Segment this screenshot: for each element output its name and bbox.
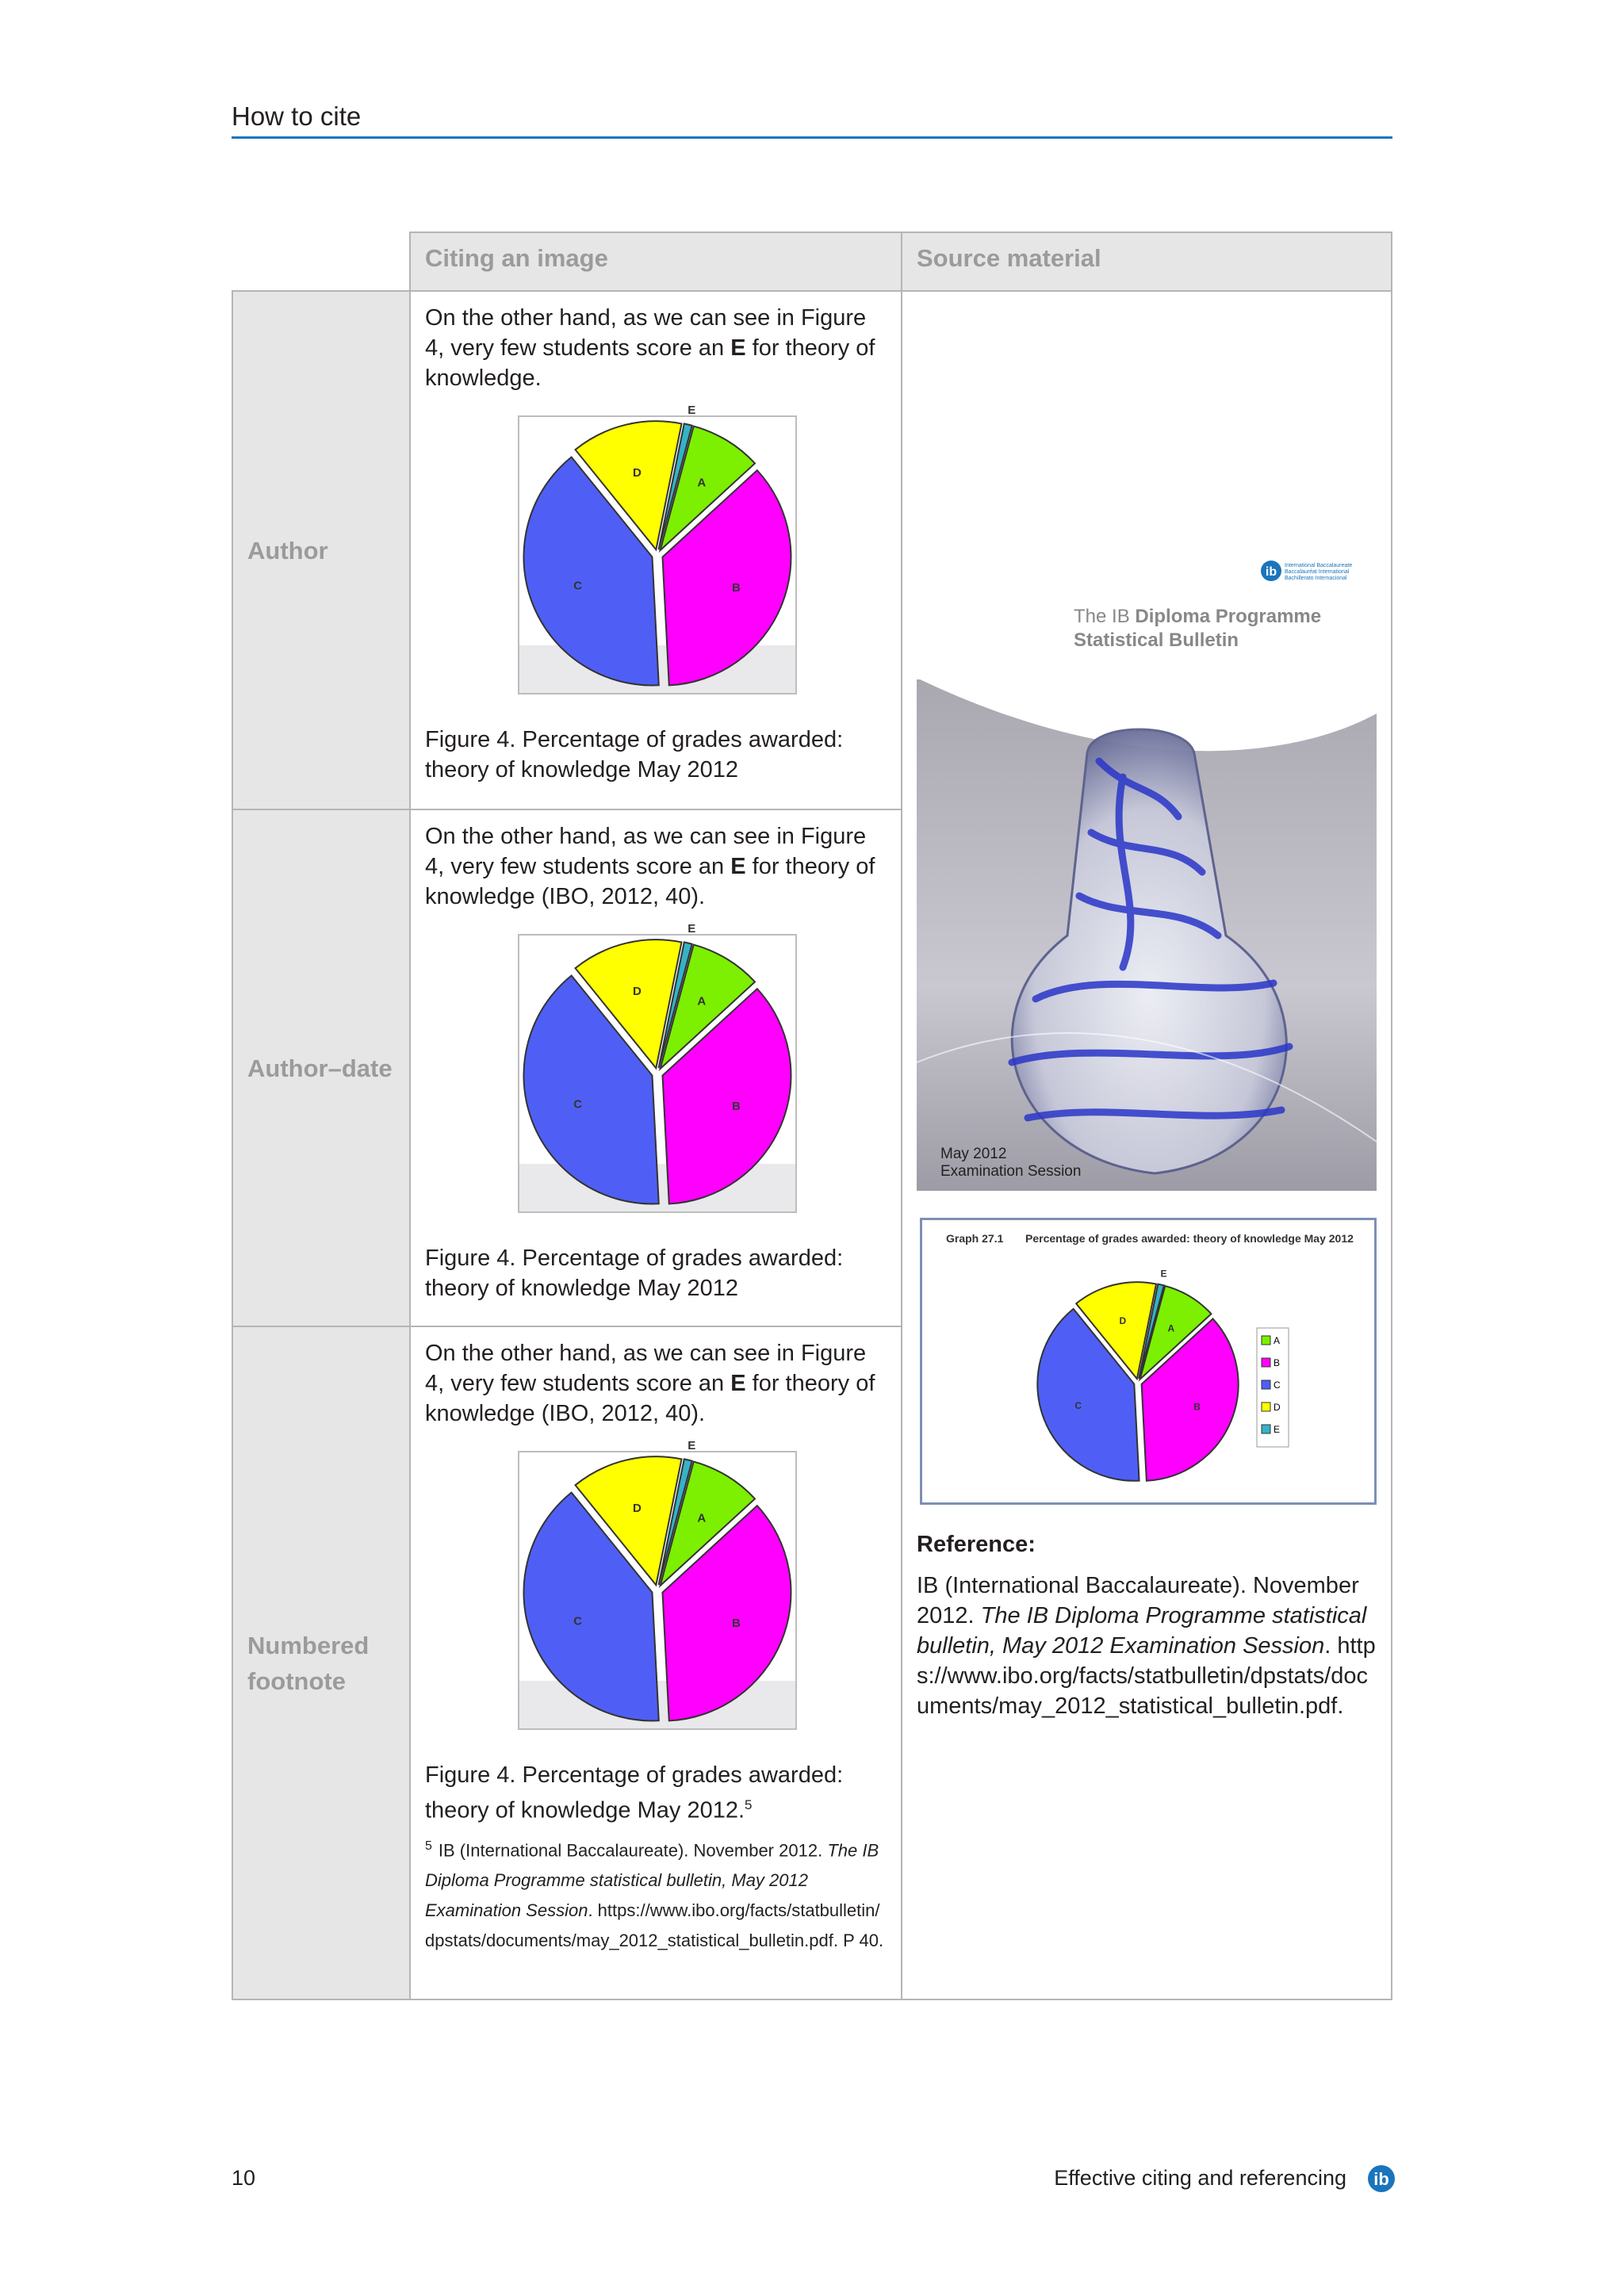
svg-text:Baccalauréat International: Baccalauréat International: [1285, 569, 1350, 575]
pie-label-A: A: [1167, 1322, 1175, 1334]
pie-label-E: E: [1160, 1268, 1167, 1280]
graph-label: Graph 27.1: [946, 1232, 1004, 1245]
citation-text: On the other hand, as we can see in Figure 4, very few students score an E for theory of knowledge (IBO, 2012, 40).: [425, 1341, 875, 1426]
pie-label-E: E: [688, 403, 696, 417]
row-label-author-date: Author–date: [232, 809, 411, 1327]
header-rule: [232, 136, 1392, 139]
svg-text:International Baccalaureate: International Baccalaureate: [1285, 563, 1353, 568]
pie-label-B: B: [1193, 1401, 1201, 1413]
cover-subtitle: Statistical Bulletin: [1074, 629, 1239, 651]
pie-label-B: B: [732, 580, 741, 595]
pie-label-C: C: [1074, 1400, 1082, 1412]
column-header-source: Source material: [901, 232, 1392, 292]
pie-label-E: E: [688, 1438, 696, 1452]
pie-label-D: D: [633, 465, 642, 480]
legend-swatch-E: [1262, 1425, 1270, 1433]
pie-label-A: A: [697, 476, 707, 490]
pie-label-A: A: [697, 994, 707, 1008]
figure-caption: Figure 4. Percentage of grades awarded: theory of knowledge May 2012: [425, 727, 844, 783]
citation-cell-author: [409, 290, 902, 810]
legend-swatch-D: [1262, 1402, 1270, 1411]
bulletin-cover-image: [917, 523, 1377, 1191]
graph-title: Percentage of grades awarded: theory of knowledge May 2012: [1025, 1232, 1354, 1245]
legend-label-A: A: [1274, 1335, 1281, 1346]
legend-label-B: B: [1274, 1357, 1281, 1368]
pie-label-A: A: [697, 1511, 707, 1525]
column-header-citing: Citing an image: [409, 232, 902, 292]
footer-title: Effective citing and referencing: [1054, 2166, 1346, 2190]
row-label-numbered-footnote: Numbered footnote: [232, 1326, 411, 2000]
pie-label-B: B: [732, 1099, 741, 1113]
reference-heading: Reference:: [917, 1532, 1036, 1557]
row-label-author: Author: [232, 290, 411, 810]
page-number: 10: [232, 2166, 256, 2190]
ib-logo-icon: [1365, 2163, 1397, 2195]
figure-caption: Figure 4. Percentage of grades awarded: theory of knowledge May 2012.$^5$: [425, 1762, 844, 1823]
pie-label-C: C: [573, 1614, 583, 1628]
pie-label-E: E: [688, 921, 696, 936]
legend-label-E: E: [1274, 1424, 1281, 1435]
svg-text:ib: ib: [1373, 2169, 1389, 2189]
citation-text: On the other hand, as we can see in Figure 4, very few students score an E for theory of knowledge (IBO, 2012, 40).: [425, 824, 875, 909]
figure-4-pie: [518, 1438, 797, 1730]
pie-label-D: D: [633, 1501, 642, 1515]
source-legend: [1257, 1328, 1289, 1447]
source-pie: [1037, 1268, 1238, 1480]
footnote-marker: 5: [745, 1797, 753, 1812]
cover-session-line2: Examination Session: [940, 1163, 1082, 1180]
figure-4-pie: [518, 403, 797, 695]
citation-text: On the other hand, as we can see in Figure 4, very few students score an E for theory of knowledge.: [425, 305, 875, 391]
running-header: How to cite: [232, 101, 362, 131]
footnote: $^5$ IB (International Baccalaureate). November 2012. The IB Diploma Programme statistical bulletin, May 2012 Examination Session. https://www.ibo.org/facts/statbulletin/dpstats/documents/may_2012_statistical_bulletin.pdf. P 40.: [425, 1839, 884, 1951]
pie-label-C: C: [573, 1097, 583, 1112]
legend-swatch-A: [1262, 1336, 1270, 1345]
source-graph: [920, 1218, 1377, 1505]
cover-session-line1: May 2012: [940, 1146, 1007, 1162]
legend-label-C: C: [1274, 1380, 1281, 1391]
cover-title: The IB Diploma Programme: [1074, 606, 1322, 627]
figure-4-pie: [518, 921, 797, 1213]
pie-label-C: C: [573, 579, 583, 593]
pie-label-D: D: [1119, 1314, 1127, 1326]
citation-cell-numbered-footnote: [409, 1326, 902, 2000]
table-corner: [232, 232, 411, 292]
legend-label-D: D: [1274, 1402, 1281, 1413]
citation-cell-author-date: [409, 809, 902, 1327]
reference-text: IB (International Baccalaureate). November 2012. The IB Diploma Programme statistical bulletin, May 2012 Examination Session. https://www.ibo.org/facts/statbulletin/dpstats/documents/may_2012_statistical_bulletin.pdf.: [917, 1573, 1376, 1719]
svg-text:Bachillerato Internacional: Bachillerato Internacional: [1285, 576, 1347, 581]
pie-label-B: B: [732, 1616, 741, 1630]
pie-label-D: D: [633, 984, 642, 998]
legend-swatch-C: [1262, 1380, 1270, 1389]
figure-caption: Figure 4. Percentage of grades awarded: theory of knowledge May 2012: [425, 1246, 844, 1301]
legend-swatch-B: [1262, 1358, 1270, 1367]
svg-text:ib: ib: [1265, 565, 1277, 579]
